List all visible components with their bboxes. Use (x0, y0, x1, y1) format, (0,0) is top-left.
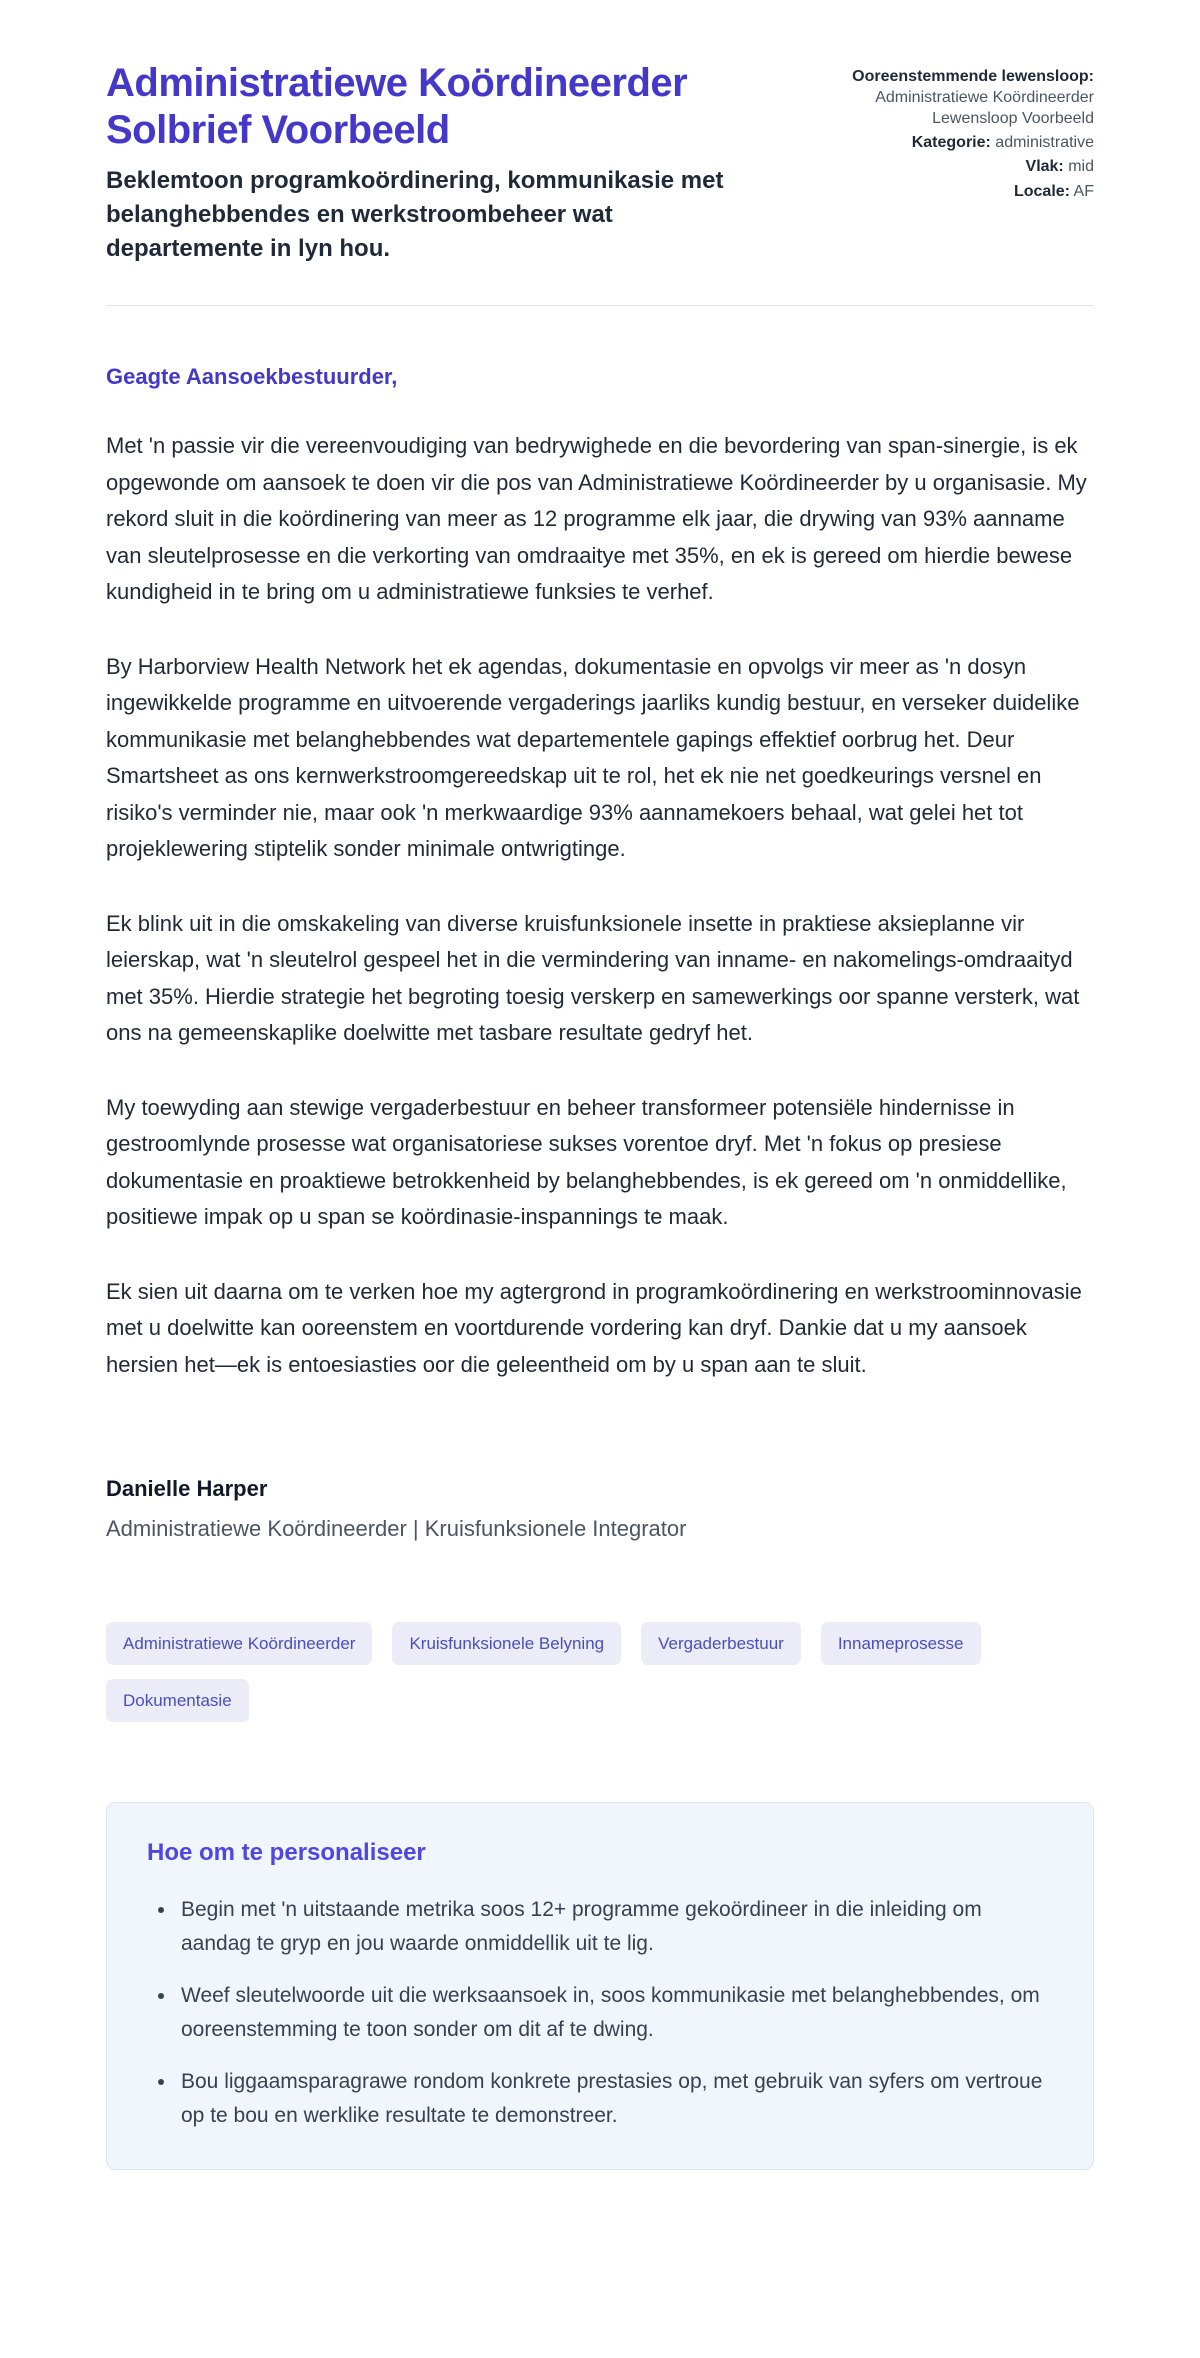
tag-chip-dokumentasie[interactable]: Dokumentasie (106, 1679, 249, 1722)
meta-label: Locale: (1013, 182, 1070, 200)
tip-item-3: • Bou liggaamsparagrawe rondom konkrete prestasies op, met gebruik van syfers om vertroue op te bou en werklike resultate te demonstreer. (177, 2065, 1053, 2133)
tag-chip-kruisfunksionele-belyning[interactable]: Kruisfunksionele Belyning (392, 1622, 621, 1665)
cover-letter-page (106, 0, 1094, 2240)
tag-list (106, 1622, 1094, 1722)
tips-list (147, 1893, 1053, 2133)
signature-title: Administratiewe Koördineerder | Kruisfunksionele Integrator (106, 1515, 687, 1541)
signature-name: Danielle Harper (106, 1475, 268, 1501)
letter-greeting: Geagte Aansoekbestuurder, (106, 364, 398, 390)
tips-box (106, 1802, 1094, 2170)
header (106, 60, 1094, 265)
letter-paragraph-2: By Harborview Health Network het ek agendas, dokumentasie en opvolgs vir meer as 'n dosyn ingewikkelde programme en uitvoerende vergaderings jaarliks kundig bestuur, en verseker duidelike kommunikasie met belanghebbendes wat departementele gapings effektief oorbrug het. Deur Smartsheet as ons kernwerkstroomgereedskap uit te rol, het ek nie net goedkeurings versnel en risiko's verminder nie, maar ook 'n merkwaardige 93% aannamekoers behaal, wat gelei het tot projeklewering stiptelik sonder minimale ontwrigtinge. (106, 653, 1080, 862)
letter-paragraph-3: Ek blink uit in die omskakeling van diverse kruisfunksionele insette in praktiese aksieplanne vir leierskap, wat 'n sleutelrol gespeel het in die vermindering van inname- en nakomelings-omdraaityd met 35%. Hierdie strategie het begroting toesig verskerp en samewerkings oor spanne versterk, wat ons na gemeenskaplike doelwitte met tasbare resultate gedryf het. (106, 910, 1080, 1046)
meta-value: AF (1073, 182, 1094, 200)
letter-paragraph-5: Ek sien uit daarna om te verken hoe my agtergrond in programkoördinering en werkstroominnovasie met u doelwitte kan ooreenstem en voortdurende vordering kan dryf. Dankie dat u my aansoek hersien het—ek is entoesiasties oor die geleentheid om by u span aan te sluit. (106, 1278, 1082, 1377)
meta-value: administrative (995, 134, 1094, 152)
letter-paragraph-1: Met 'n passie vir die vereenvoudiging van bedrywighede en die bevordering van span-sinergie, is ek opgewonde om aansoek te doen vir die pos van Administratiewe Koördineerder by u organisasie. My rekord sluit in die koördinering van meer as 12 programme elk jaar, die drywing van 93% aanname van sleutelprosesse en die verkorting van omdraaitye met 35%, en ek is gereed om hierdie bewese kundigheid in te bring om u administratiewe funksies te verhef. (106, 433, 1087, 605)
tag-chip-administratiewe-koordineerder[interactable]: Administratiewe Koördineerder (106, 1622, 372, 1665)
meta-value: mid (1068, 158, 1094, 176)
meta-value: Administratiewe Koördineerder Lewensloop Voorbeeld (875, 89, 1094, 128)
meta-label: Vlak: (1025, 158, 1064, 176)
meta-panel (814, 60, 1094, 205)
tag-chip-vergaderbestuur[interactable]: Vergaderbestuur (641, 1622, 801, 1665)
meta-level (814, 156, 1094, 177)
meta-matching-resume (814, 66, 1094, 129)
page-subtitle: Beklemtoon programkoördinering, kommunikasie met belanghebbendes en werkstroombeheer wat departemente in lyn hou. (106, 167, 724, 262)
tips-title: Hoe om te personaliseer (147, 1838, 426, 1866)
page-title: Administratiewe Koördineerder Solbrief Voorbeeld (106, 61, 688, 153)
letter-body (106, 364, 1094, 1541)
tip-item-2: • Weef sleutelwoorde uit die werksaansoek in, soos kommunikasie met belanghebbendes, om ooreenstemming te toon sonder om dit af te dwing. (177, 1979, 1053, 2047)
tip-item-1: • Begin met 'n uitstaande metrika soos 12+ programme gekoördineer in die inleiding om aandag te gryp en jou waarde onmiddellik uit te lig. (177, 1893, 1053, 1961)
meta-category (814, 132, 1094, 153)
signature-block (106, 1476, 1094, 1542)
meta-label: Kategorie: (911, 134, 991, 152)
header-divider (106, 305, 1094, 306)
meta-label: Ooreenstemmende lewensloop: (852, 68, 1094, 85)
letter-paragraph-4: My toewyding aan stewige vergaderbestuur en beheer transformeer potensiële hindernisse in gestroomlynde prosesse wat organisatoriese sukses vorentoe dryf. Met 'n fokus op presiese dokumentasie en proaktiewe betrokkenheid by belanghebbendes, is ek gereed om 'n onmiddellike, positiewe impak op u span se koördinasie-inspannings te maak. (106, 1094, 1067, 1230)
header-title-block (106, 60, 726, 265)
meta-locale (814, 181, 1094, 202)
tag-chip-innameprosesse[interactable]: Innameprosesse (821, 1622, 981, 1665)
